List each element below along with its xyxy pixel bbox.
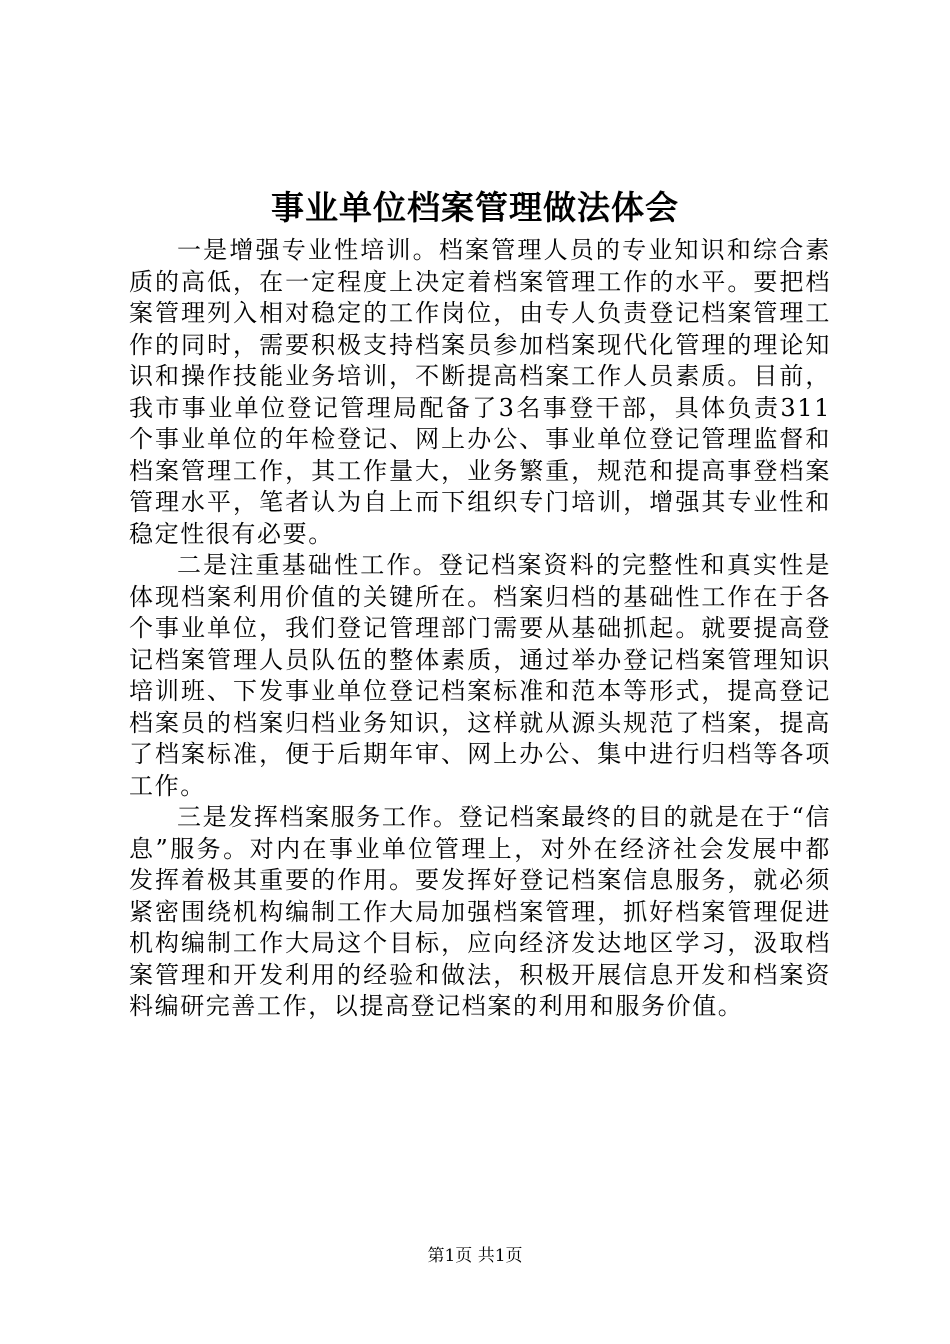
document-title: 事业单位档案管理做法体会 — [271, 188, 679, 227]
paragraph-1: 一是增强专业性培训。档案管理人员的专业知识和综合素质的高低，在一定程度上决定着档案管理工作的水平。要把档案管理列入相对稳定的工作岗位，由专人负责登记档案管理工作的同时，需要积极支持档案员参加档案现代化管理的理论知识和操作技能业务培训，不断提高档案工作人员素质。目前，我市事业单位登记管理局配备了3名事登干部，具体负责311个事业单位的年检登记、网上办公、事业单位登记管理监督和档案管理工作，其工作量大，业务繁重，规范和提高事登档案管理水平，笔者认为自上而下组织专门培训，增强其专业性和稳定性很有必要。 — [129, 236, 831, 548]
document-body — [129, 235, 831, 1023]
paragraph-2: 二是注重基础性工作。登记档案资料的完整性和真实性是体现档案利用价值的关键所在。档案归档的基础性工作在于各个事业单位，我们登记管理部门需要从基础抓起。就要提高登记档案管理人员队伍的整体素质，通过举办登记档案管理知识培训班、下发事业单位登记档案标准和范本等形式，提高登记档案员的档案归档业务知识，这样就从源头规范了档案，提高了档案标准，便于后期年审、网上办公、集中进行归档等各项工作。 — [129, 551, 831, 800]
page-number-footer: 第1页 共1页 — [427, 1246, 523, 1266]
paragraph-3: 三是发挥档案服务工作。登记档案最终的目的就是在于“信息”服务。对内在事业单位管理上，对外在经济社会发展中都发挥着极其重要的作用。要发挥好登记档案信息服务，就必须紧密围绕机构编制工作大局加强档案管理，抓好档案管理促进机构编制工作大局这个目标，应向经济发达地区学习，汲取档案管理和开发利用的经验和做法，积极开展信息开发和档案资料编研完善工作，以提高登记档案的利用和服务价值。 — [129, 803, 831, 1020]
